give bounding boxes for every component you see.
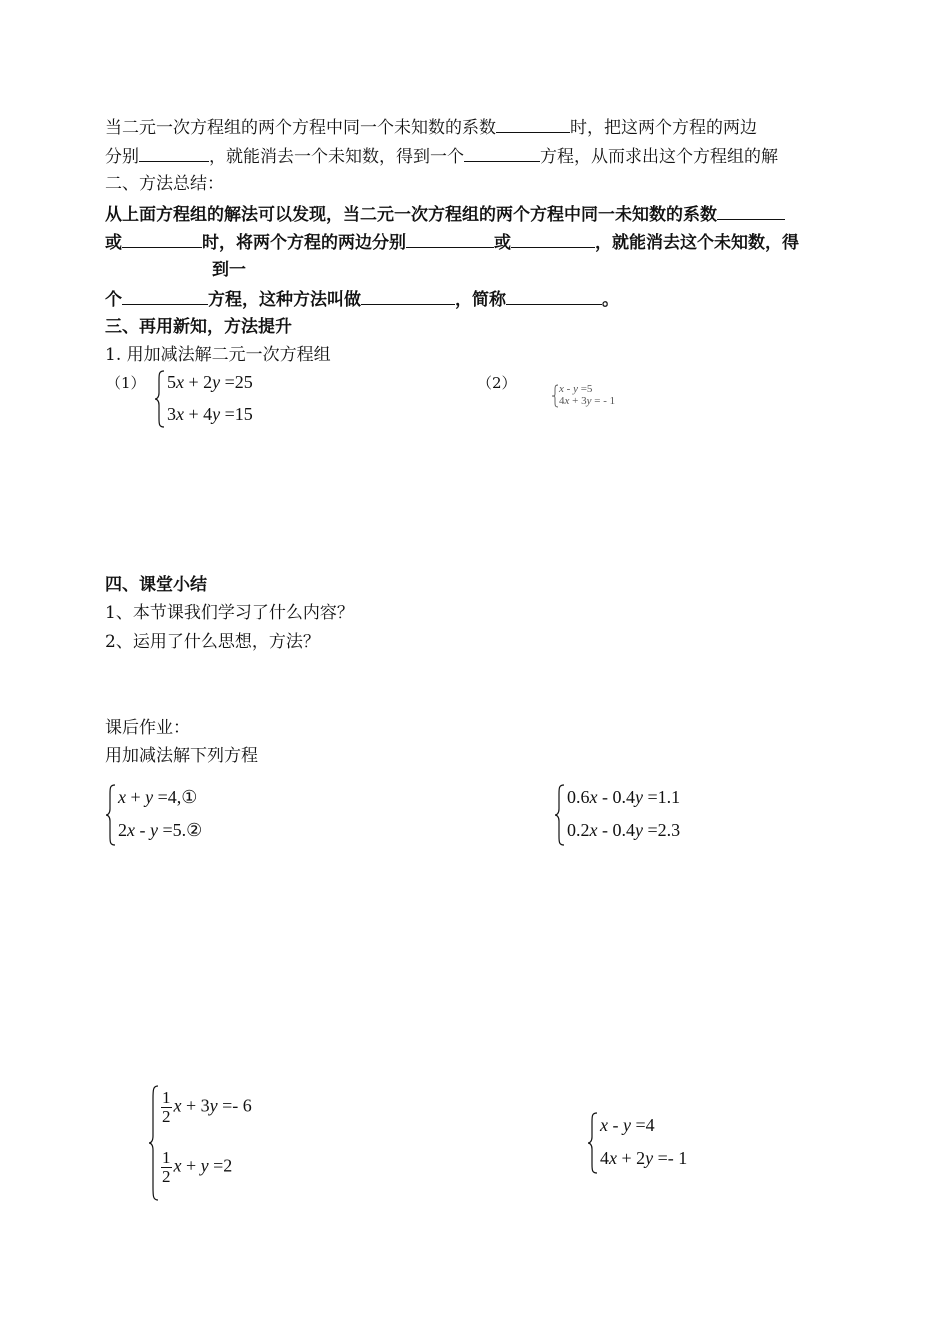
equation: x - y =5 — [559, 383, 593, 395]
answer-blank[interactable] — [406, 233, 494, 248]
answer-blank[interactable] — [464, 147, 540, 162]
method-text: ，就能消去这个未知数，得 — [595, 233, 799, 253]
method-line-2 — [105, 233, 799, 252]
method-text: 。 — [602, 290, 619, 310]
section-4-heading: 四、课堂小结 — [105, 575, 207, 595]
method-text: 时，将两个方程的两边分别 — [202, 233, 406, 253]
method-text: 或 — [105, 233, 122, 253]
equation: x + y =4,① — [118, 787, 198, 807]
homework-heading: 课后作业： — [105, 718, 190, 738]
equation: 4x + 2y =- 1 — [600, 1148, 688, 1168]
equation-system-b — [559, 384, 679, 408]
brace-icon — [106, 784, 118, 846]
answer-blank[interactable] — [496, 118, 570, 133]
equation: 5x + 2y =25 — [167, 372, 253, 392]
answer-blank[interactable] — [506, 290, 602, 305]
method-text: 方程，这种方法叫做 — [208, 290, 361, 310]
equation-system-d — [567, 784, 737, 846]
answer-blank[interactable] — [122, 290, 208, 305]
fraction: $\frac{1}{2}$ — [162, 1148, 171, 1186]
intro-text: 时，把这两个方程的两边 — [570, 118, 757, 138]
brace-icon — [555, 784, 567, 846]
homework-instruction: 用加减法解下列方程 — [105, 746, 258, 766]
answer-blank[interactable] — [361, 290, 455, 305]
method-line-1 — [105, 205, 785, 224]
summary-question-1: 1、本节课我们学习了什么内容？ — [105, 603, 354, 623]
method-line-3: 到一 — [212, 260, 246, 280]
brace-icon — [155, 370, 167, 428]
equation-system-e — [161, 1085, 301, 1201]
brace-icon — [149, 1085, 161, 1201]
equation: 0.2x - 0.4y =2.3 — [567, 820, 681, 840]
intro-text: 分别 — [105, 147, 139, 167]
equation: 0.6x - 0.4y =1.1 — [567, 787, 681, 807]
exercise-label-2: （2） — [477, 374, 517, 392]
equation-system-f — [600, 1112, 740, 1174]
answer-blank[interactable] — [139, 147, 209, 162]
equation: 2x - y =5.② — [118, 820, 203, 840]
answer-blank[interactable] — [122, 233, 202, 248]
equation: 3x + 4y =15 — [167, 404, 253, 424]
section-3-heading: 三、再用新知，方法提升 — [105, 317, 292, 337]
answer-blank[interactable] — [717, 205, 785, 220]
equation: 4x + 3y = - 1 — [559, 395, 616, 407]
method-text: ，简称 — [455, 290, 506, 310]
exercise-label-1: （1） — [106, 374, 146, 392]
intro-line-1 — [105, 118, 757, 137]
equation: $\frac{1}{2}$ x + 3y =- 6 — [162, 1088, 252, 1126]
equation-system-c — [118, 784, 258, 846]
intro-line-2 — [105, 147, 778, 166]
method-text: 从上面方程组的解法可以发现，当二元一次方程组的两个方程中同一未知数的系数 — [105, 205, 717, 225]
intro-text: ，就能消去一个未知数，得到一个 — [209, 147, 464, 167]
fraction: $\frac{1}{2}$ — [162, 1088, 171, 1126]
equation-system-a — [167, 370, 297, 428]
method-text: 或 — [494, 233, 511, 253]
equation: $\frac{1}{2}$ x + y =2 — [162, 1148, 233, 1186]
intro-text: 方程，从而求出这个方程组的解 — [540, 147, 778, 167]
equation: x - y =4 — [600, 1115, 655, 1135]
section-2-heading: 二、方法总结： — [105, 174, 224, 194]
intro-text: 当二元一次方程组的两个方程中同一个未知数的系数 — [105, 118, 496, 138]
summary-question-2: 2、运用了什么思想，方法？ — [105, 632, 320, 652]
exercise-1-prompt: 1. 用加减法解二元一次方程组 — [105, 345, 331, 365]
brace-icon — [588, 1112, 600, 1174]
method-text: 个 — [105, 290, 122, 310]
method-line-4 — [105, 290, 619, 309]
answer-blank[interactable] — [511, 233, 595, 248]
